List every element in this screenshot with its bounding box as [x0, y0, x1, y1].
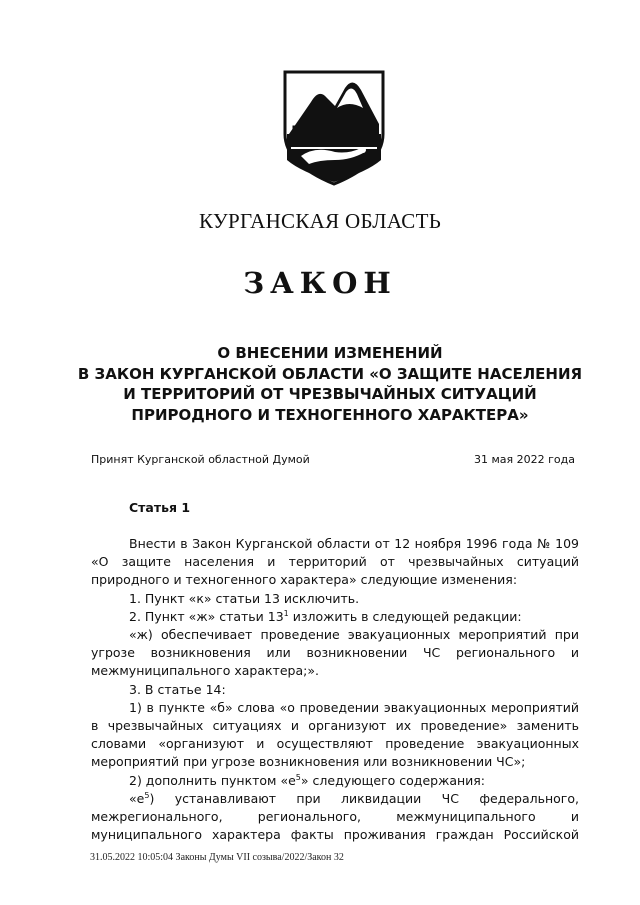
paragraph [91, 772, 579, 790]
law-title-line: В ЗАКОН КУРГАНСКОЙ ОБЛАСТИ «О ЗАЩИТЕ НАСЕЛЕНИЯ [77, 364, 583, 383]
document-type: ЗАКОН [243, 266, 397, 300]
law-title-line: О ВНЕСЕНИИ ИЗМЕНЕНИЙ [217, 344, 443, 362]
superscript: 5 [144, 790, 150, 800]
text: 2. Пункт «ж» статьи 13 [129, 608, 284, 624]
adoption-date: 31 мая 2022 года [474, 453, 575, 466]
paragraph: 1. Пункт «к» статьи 13 исключить. [129, 590, 360, 606]
article-heading: Статья 1 [129, 500, 191, 515]
paragraph: «ж) обеспечивает проведение эвакуационных мероприятий при угрозе возникновения или возникновении ЧС регионального и межмуниципального характера;». [91, 627, 579, 679]
paragraph [91, 790, 579, 845]
paragraph: Внести в Закон Курганской области от 12 ноября 1996 года № 109 «О защите населения и территорий от чрезвычайных ситуаций природного и техногенного характера» следующие изменения: [91, 536, 579, 588]
text: » следующего содержания: [300, 772, 486, 788]
region-name: КУРГАНСКАЯ ОБЛАСТЬ [198, 209, 442, 233]
paragraph [91, 608, 579, 626]
law-title-line: ПРИРОДНОГО И ТЕХНОГЕННОГО ХАРАКТЕРА» [131, 405, 529, 424]
coat-of-arms-icon [279, 68, 389, 188]
text: 2) дополнить пунктом «е [129, 772, 296, 788]
paragraph: 1) в пункте «б» слова «о проведении эвакуационных мероприятий в чрезвычайных ситуациях и организуют их проведение» заменить словами «организуют и осуществляют проведение эвакуационных мероприятий при угрозе возникновения или возникновении ЧС»; [91, 699, 579, 770]
paragraph: 3. В статье 14: [129, 681, 226, 697]
law-title [60, 343, 600, 425]
superscript: 1 [283, 608, 289, 618]
law-title-line: И ТЕРРИТОРИЙ ОТ ЧРЕЗВЫЧАЙНЫХ СИТУАЦИЙ [123, 385, 537, 403]
text: изложить в следующей редакции: [288, 608, 522, 624]
document-footer: 31.05.2022 10:05:04 Законы Думы VII созыва/2022/Закон 32 [90, 852, 344, 863]
adopted-by: Принят Курганской областной Думой [91, 453, 310, 466]
article-body [91, 535, 579, 844]
text: «е [129, 790, 145, 806]
text: ) устанавливают при ликвидации ЧС федерального, межрегионального, регионального, межмуниципального и муниципального характера факты проживания граждан Российской [91, 790, 579, 843]
superscript: 5 [295, 772, 301, 782]
